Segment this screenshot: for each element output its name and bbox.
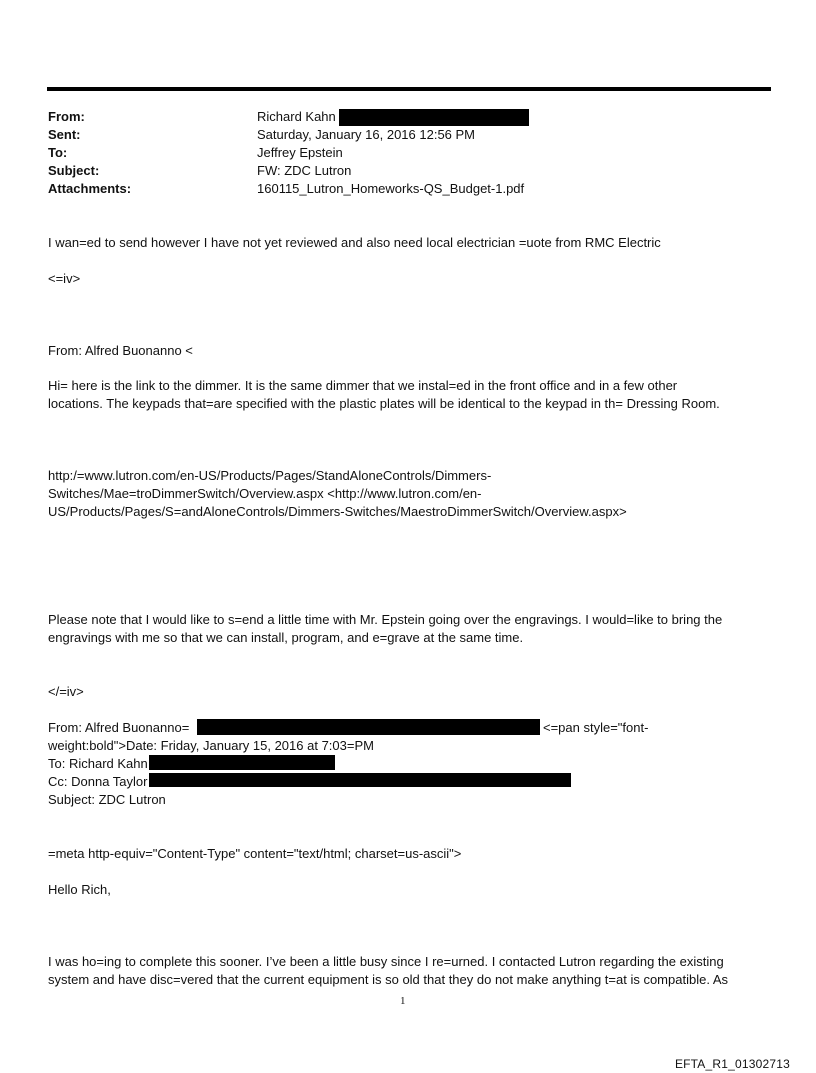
para3-line-2: system and have disc=vered that the current equipment is so old that they do not make anything t=at is compatible. As: [48, 972, 728, 987]
redaction-fwd-cc: [149, 773, 571, 787]
fwd-span-fragment: <=pan style="font-: [543, 720, 649, 735]
link-line-3: US/Products/Pages/S=andAloneControls/Dimmers-Switches/MaestroDimmerSwitch/Overview.aspx>: [48, 504, 627, 519]
greeting-line: Hello Rich,: [48, 882, 111, 897]
from-label: From:: [48, 109, 85, 124]
to-label: To:: [48, 145, 68, 160]
fwd-to-line: To: Richard Kahn: [48, 756, 148, 771]
to-value: Jeffrey Epstein: [257, 145, 343, 160]
para1-line-1: Hi= here is the link to the dimmer. It is the same dimmer that we instal=ed in the front office and in a few other: [48, 378, 678, 393]
header-rule: [47, 87, 771, 91]
fwd-date-line: weight:bold">Date: Friday, January 15, 2016 at 7:03=PM: [48, 738, 374, 753]
body-line-1: I wan=ed to send however I have not yet reviewed and also need local electrician =uote from RMC Electric: [48, 235, 661, 250]
sent-label: Sent:: [48, 127, 81, 142]
subject-label: Subject:: [48, 163, 100, 178]
para3-line-1: I was ho=ing to complete this sooner. I’ve been a little busy since I re=urned. I contacted Lutron regarding the existing: [48, 954, 724, 969]
redaction-fwd-to: [149, 755, 335, 770]
subject-value: FW: ZDC Lutron: [257, 163, 352, 178]
from-value: Richard Kahn: [257, 109, 336, 124]
redaction-from-email: [339, 109, 529, 126]
link-line-1: http:/=www.lutron.com/en-US/Products/Pages/StandAloneControls/Dimmers-: [48, 468, 492, 483]
para1-line-2: locations. The keypads that=are specified with the plastic plates will be identical to the keypad in th= Dressing Room.: [48, 396, 720, 411]
redaction-fwd-from: [197, 719, 540, 735]
body-line-div: <=iv>: [48, 271, 81, 286]
document-id: EFTA_R1_01302713: [674, 1057, 790, 1071]
fwd-from-line: From: Alfred Buonanno=: [48, 720, 190, 735]
close-div-line: </=iv>: [48, 684, 84, 699]
sent-value: Saturday, January 16, 2016 12:56 PM: [257, 127, 476, 142]
page-number: 1: [400, 995, 406, 1007]
para2-line-2: engravings with me so that we can install, program, and e=grave at the same time.: [48, 630, 524, 645]
body-from-line: From: Alfred Buonanno <: [48, 343, 193, 358]
fwd-cc-line: Cc: Donna Taylor: [48, 774, 148, 789]
fwd-subject-line: Subject: ZDC Lutron: [48, 792, 166, 807]
link-line-2: Switches/Mae=troDimmerSwitch/Overview.aspx <http://www.lutron.com/en-: [48, 486, 482, 501]
para2-line-1: Please note that I would like to s=end a little time with Mr. Epstein going over the engravings. I would=like to bring the: [48, 612, 723, 627]
attachments-value: 160115_Lutron_Homeworks-QS_Budget-1.pdf: [257, 181, 525, 196]
attachments-label: Attachments:: [48, 181, 132, 196]
meta-line: =meta http-equiv="Content-Type" content="text/html; charset=us-ascii">: [48, 846, 462, 861]
